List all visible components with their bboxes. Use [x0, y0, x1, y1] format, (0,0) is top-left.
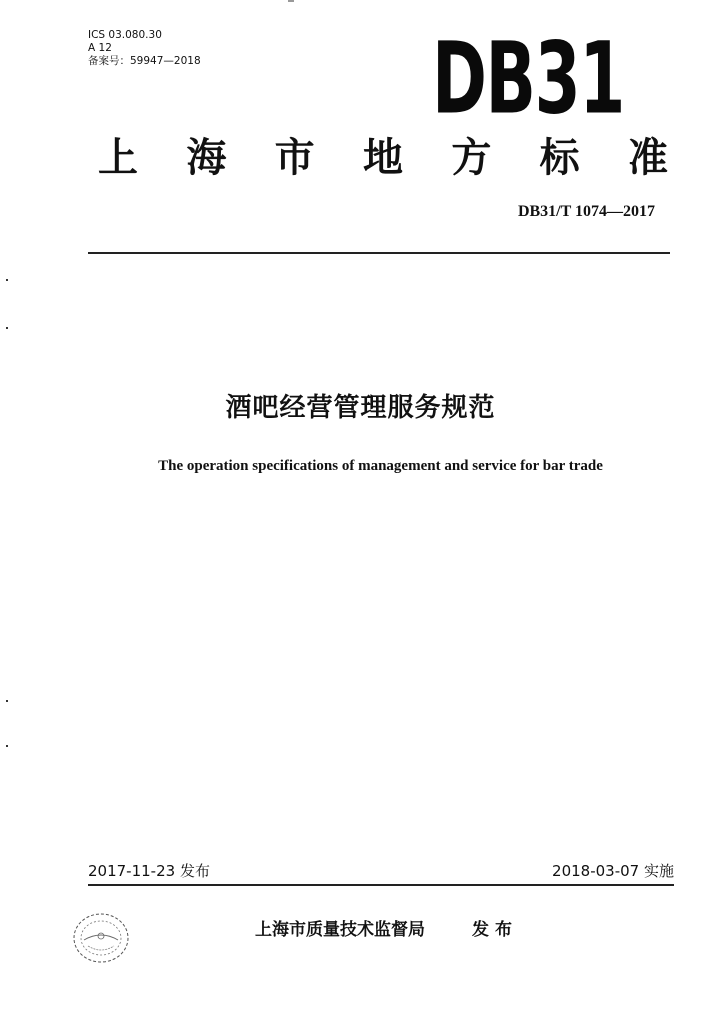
standard-type-char: 标	[539, 134, 580, 181]
scan-edge-mark	[288, 0, 294, 2]
publish-label: 发布	[472, 920, 518, 940]
official-seal-stamp	[70, 910, 132, 966]
standard-type-char: 准	[627, 134, 668, 181]
document-title-chinese: 酒吧经营管理服务规范	[225, 393, 496, 423]
header-divider	[88, 252, 670, 254]
db31-logo: DB31	[432, 20, 624, 137]
ccs-code: A 12	[88, 42, 112, 54]
standard-type-char: 市	[274, 134, 315, 181]
standard-number: DB31/T 1074—2017	[517, 203, 655, 220]
standard-type-char: 方	[451, 134, 492, 181]
issue-date: 2017-11-23 发布	[88, 862, 210, 880]
footer-divider	[88, 884, 674, 886]
document-title-english: The operation specifications of management and service for bar trade	[158, 458, 603, 474]
ics-code: ICS 03.080.30	[88, 29, 162, 41]
implementation-date: 2018-03-07 实施	[552, 862, 674, 880]
standard-type-title	[98, 136, 668, 180]
scan-margin-mark	[6, 700, 8, 702]
standard-type-char: 上	[98, 134, 138, 181]
standard-type-char: 海	[186, 134, 227, 181]
publisher-name: 上海市质量技术监督局	[255, 920, 425, 940]
standard-type-char: 地	[362, 134, 403, 181]
filing-number: 备案号：59947—2018	[88, 55, 201, 67]
scan-margin-mark	[6, 745, 8, 747]
scan-margin-mark	[6, 279, 8, 281]
classification-block	[88, 29, 201, 68]
scan-margin-mark	[6, 327, 8, 329]
